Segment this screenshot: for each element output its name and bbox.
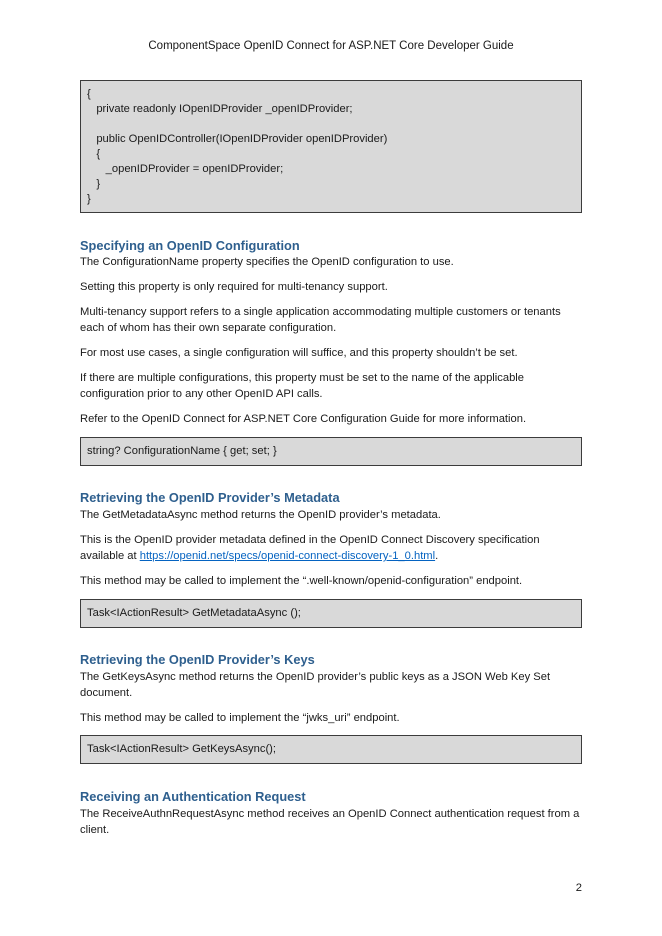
heading-retrieving-keys: Retrieving the OpenID Provider’s Keys: [80, 652, 315, 667]
heading-retrieving-metadata: Retrieving the OpenID Provider’s Metadata: [80, 490, 340, 505]
code-block-constructor: [80, 80, 582, 213]
code-line: {: [87, 148, 101, 160]
paragraph: each of whom has their own separate configuration.: [80, 322, 337, 334]
text: .: [435, 550, 439, 562]
page-header: ComponentSpace OpenID Connect for ASP.NET Core Developer Guide: [148, 40, 514, 52]
paragraph: client.: [80, 824, 110, 836]
paragraph: This method may be called to implement the “.well-known/openid-configuration” endpoint.: [80, 575, 523, 587]
paragraph: Multi-tenancy support refers to a single application accommodating multiple customers or tenants: [80, 306, 561, 318]
code-block-get-keys: [80, 735, 582, 764]
code-line: {: [87, 88, 91, 100]
paragraph: If there are multiple configurations, this property must be set to the name of the applicable: [80, 372, 525, 384]
code-line: string? ConfigurationName { get; set; }: [87, 445, 277, 457]
paragraph: The ConfigurationName property specifies the OpenID configuration to use.: [80, 256, 454, 268]
code-line: Task<IActionResult> GetKeysAsync();: [87, 743, 277, 755]
code-line: }: [87, 178, 101, 190]
heading-specifying-configuration: Specifying an OpenID Configuration: [80, 238, 300, 253]
paragraph: The GetKeysAsync method returns the OpenID provider’s public keys as a JSON Web Key Set: [80, 671, 551, 683]
heading-receiving-authn-request: Receiving an Authentication Request: [80, 789, 306, 804]
paragraph: This method may be called to implement the “jwks_uri” endpoint.: [80, 712, 400, 724]
code-line: _openIDProvider = openIDProvider;: [87, 163, 284, 175]
discovery-spec-link[interactable]: https://openid.net/specs/openid-connect-discovery-1_0.html: [139, 550, 436, 562]
code-line: [87, 117, 575, 132]
text: available at: [80, 550, 140, 562]
code-line: private readonly IOpenIDProvider _openIDProvider;: [87, 103, 353, 115]
paragraph: The GetMetadataAsync method returns the OpenID provider’s metadata.: [80, 509, 441, 521]
page-number: 2: [575, 882, 582, 894]
paragraph: Refer to the OpenID Connect for ASP.NET Core Configuration Guide for more information.: [80, 413, 527, 425]
code-line: public OpenIDController(IOpenIDProvider openIDProvider): [87, 133, 388, 145]
code-block-configuration-name: [80, 437, 582, 466]
paragraph: Setting this property is only required for multi-tenancy support.: [80, 281, 388, 293]
paragraph: For most use cases, a single configuration will suffice, and this property shouldn’t be set.: [80, 347, 518, 359]
paragraph: configuration prior to any other OpenID API calls.: [80, 388, 323, 400]
paragraph: [80, 548, 582, 564]
paragraph: The ReceiveAuthnRequestAsync method receives an OpenID Connect authentication request from a: [80, 808, 580, 820]
code-line: Task<IActionResult> GetMetadataAsync ();: [87, 607, 301, 619]
paragraph: This is the OpenID provider metadata defined in the OpenID Connect Discovery specification: [80, 534, 540, 546]
paragraph: document.: [80, 687, 133, 699]
code-block-get-metadata: [80, 599, 582, 628]
code-line: }: [87, 193, 91, 205]
